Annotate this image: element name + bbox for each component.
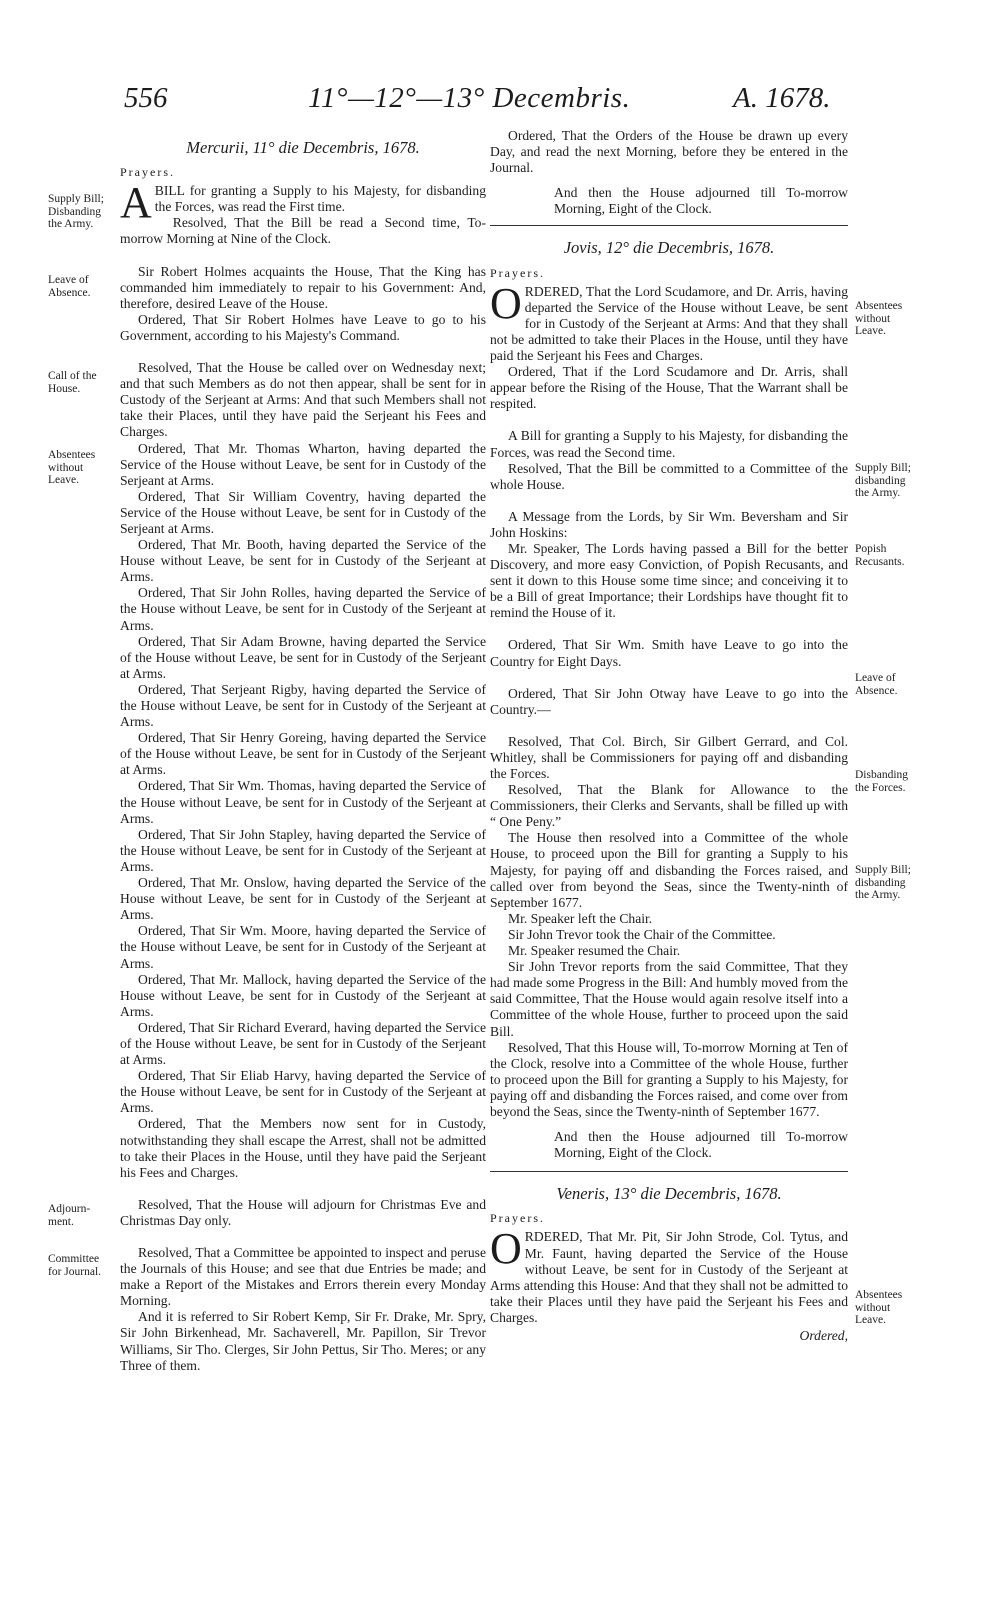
margin-note — [48, 370, 118, 395]
prayers-label: Prayers. — [490, 1211, 545, 1226]
margin-note-line: the Army. — [855, 889, 901, 901]
journal-entry: Resolved, That the Bill be committed to a Committee of the whole House. — [490, 460, 848, 492]
journal-entry: Ordered, That Sir John Rolles, having departed the Service of the House without Leave, be sent for in Custody of the Serjeant at Arms. — [120, 585, 486, 633]
day-heading-friday: Veneris, 13° die Decembris, 1678. — [556, 1184, 782, 1204]
journal-entry: Ordered, That Sir Wm. Moore, having departed the Service of the House without Leave, be sent for in Custody of the Serjeant at Arms. — [120, 923, 486, 971]
margin-note — [855, 300, 935, 338]
margin-note-line: without — [855, 312, 891, 325]
margin-note — [48, 1253, 118, 1278]
journal-entry: Mr. Speaker, The Lords having passed a Bill for the better Discovery, and more easy Conviction, of Popish Recusants, and sent it down to this House some time since; and conceiving it to be a Bill of great Importance; their Lordships have thought fit to remind the House of it. — [490, 540, 848, 621]
journal-entry: A Bill for granting a Supply to his Majesty, for disbanding the Forces, was read the Second time. — [490, 428, 848, 460]
paragraph-gap — [490, 412, 848, 428]
margin-note-line: Absentees — [855, 300, 903, 312]
margin-note-line: Call of the — [48, 370, 97, 382]
journal-entry: Sir Robert Holmes acquaints the House, That the King has commanded him immediately to repair to his Government: And, therefore, desired Leave of the House. — [120, 263, 486, 311]
margin-note — [855, 462, 935, 500]
margin-note-line: House. — [48, 382, 81, 395]
margin-note — [855, 864, 935, 902]
journal-entry: Ordered, That the Members now sent for in Custody, notwithstanding they shall escape the Arrest, shall not be admitted to take their Places in the House, until they have paid the Serjeant his Fees and Charges. — [120, 1116, 486, 1180]
adjournment-line: And then the House adjourned till To-morrow Morning, Eight of the Clock. — [554, 1129, 848, 1161]
margin-note-line: Popish — [855, 543, 887, 555]
journal-entry: Sir John Trevor reports from the said Committee, That they had made some Progress in the Bill: And humbly moved from the said Committee, That the House would again resolve itself into a Committee of the whole House, further to proceed upon the said Bill. — [490, 959, 848, 1039]
paragraph-gap — [490, 670, 848, 686]
prayers-label: Prayers. — [490, 265, 545, 280]
right-column — [490, 128, 848, 1344]
journal-entry: Ordered, That Serjeant Rigby, having departed the Service of the House without Leave, be sent for in Custody of the Serjeant at Arms. — [120, 681, 486, 730]
paragraph-gap — [120, 1229, 486, 1245]
margin-note-line: Leave. — [48, 474, 79, 486]
right-column-top — [490, 128, 848, 217]
journal-entry: A BILL for granting a Supply to his Majesty, for disbanding the Forces, was read the First time. — [120, 178, 486, 228]
journal-entry: Ordered, That Sir Wm. Thomas, having departed the Service of the House without Leave, be sent for in Custody of the Serjeant at Arms. — [120, 778, 486, 826]
journal-entry: And it is referred to Sir Robert Kemp, Sir Fr. Drake, Mr. Spry, Sir John Birkenhead, Mr. Sachaverell, Mr. Papillon, Sir Trevor Williams, Sir Tho. Clerges, Sir John Pettus, Sir Tho. Meres; or any Three of them. — [120, 1309, 486, 1373]
journal-entry: ORDERED, That Mr. Pit, Sir John Strode, Col. Tytus, and Mr. Faunt, having departed the Service of the House without Leave, be sent for in Custody of the Serjeant at Arms attending this House: And that they shall not be admitted to take their Places until they have paid the Serjeant his Fees and Charges. — [490, 1224, 848, 1325]
journal-entry: Ordered, That Sir Wm. Smith have Leave to go into the Country for Eight Days. — [490, 637, 848, 669]
paragraph-gap — [490, 493, 848, 509]
day-heading-thursday: Jovis, 12° die Decembris, 1678. — [563, 238, 775, 258]
journal-entry: Resolved, That a Committee be appointed to inspect and peruse the Journals of this House; and see that due Entries be made; and make a Report of the Mistakes and Errors therein every Monday Morning. — [120, 1245, 486, 1309]
margin-note-line: Leave of — [48, 274, 89, 286]
margin-note-line: Leave of — [855, 672, 896, 684]
paragraph-gap — [490, 621, 848, 637]
margin-note-line: the Army. — [855, 487, 901, 499]
prayers-label: Prayers. — [120, 165, 175, 180]
journal-entry: Ordered, That Sir Adam Browne, having departed the Service of the House without Leave, be sent for in Custody of the Serjeant at Arms. — [120, 633, 486, 681]
margin-note-line: Leave. — [855, 325, 886, 337]
page-number: 556 — [124, 82, 168, 114]
journal-entry: Sir John Trevor took the Chair of the Committee. — [508, 926, 776, 942]
margin-note — [855, 769, 935, 794]
margin-note-line: Absentees — [48, 449, 96, 461]
journal-entry: Ordered, That Sir William Coventry, having departed the Service of the House without Leave, be sent for in Custody of the Serjeant at Arms. — [120, 488, 486, 536]
journal-entry: Resolved, That the House be called over on Wednesday next; and that such Members as do not then appear, shall be sent for in Custody of the Serjeant at Arms: And that such Members shall not take their Places, until they have paid the Serjeant his Fees and Charges. — [120, 360, 486, 440]
journal-entry: Resolved, That the Blank for Allowance to the Commissioners, their Clerks and Servants, shall be filled up with “ One Peny.” — [490, 782, 848, 830]
drop-cap: O — [490, 278, 522, 328]
margin-note — [855, 543, 935, 568]
margin-note-line: without — [48, 461, 84, 474]
margin-note — [855, 672, 935, 697]
margin-note-line: the Army. — [48, 218, 94, 230]
section-rule — [490, 1171, 848, 1172]
journal-entry: Ordered, That Sir Richard Everard, having departed the Service of the House without Leave, be sent for in Custody of the Serjeant at Arms. — [120, 1019, 486, 1068]
journal-entry: Resolved, That this House will, To-morrow Morning at Ten of the Clock, resolve into a Committee of the whole House, further to proceed upon the Bill for granting a Supply to his Majesty, for paying off and disbanding the Forces raised, and come over from beyond the Seas, since the Twenty-ninth of September 1677. — [490, 1039, 848, 1119]
journal-entry: ORDERED, That the Lord Scudamore, and Dr. Arris, having departed the Service of the House without Leave, be sent for in Custody of the Serjeant at Arms: And that they shall not be admitted to take their Places in the House, until they have paid the Serjeant his Fees and Charges. — [490, 278, 848, 364]
journal-entry: Ordered, That if the Lord Scudamore and Dr. Arris, shall appear before the Rising of the House, That the Warrant shall be respited. — [490, 364, 848, 412]
catchword: Ordered, — [799, 1328, 848, 1343]
journal-entry: Ordered, That Mr. Booth, having departed the Service of the House without Leave, be sent for in Custody of the Serjeant at Arms. — [120, 537, 486, 585]
margin-note-line: Committee — [48, 1253, 100, 1265]
journal-entry: Ordered, That Mr. Onslow, having departed the Service of the House without Leave, be sent for in Custody of the Serjeant at Arms. — [120, 875, 486, 923]
margin-note-line: disbanding — [855, 876, 906, 889]
margin-note-line: Absentees — [855, 1289, 903, 1301]
margin-note-line: Leave. — [855, 1314, 886, 1326]
margin-note-line: Supply Bill; — [48, 193, 104, 205]
margin-note-line: for Journal. — [48, 1265, 102, 1278]
journal-entry: Mr. Speaker resumed the Chair. — [508, 943, 681, 959]
page-header — [0, 78, 992, 128]
paragraph-gap — [490, 1120, 848, 1129]
journal-entry: Ordered, That Sir John Otway have Leave to go into the Country.— — [490, 685, 848, 717]
paragraph-gap — [490, 718, 848, 734]
journal-entry: Ordered, That Mr. Thomas Wharton, having departed the Service of the House without Leave, be sent for in Custody of the Serjeant at Arms. — [120, 440, 486, 488]
margin-note-line: ment. — [48, 1215, 74, 1228]
right-column-friday-body — [490, 1224, 848, 1326]
journal-entry: Resolved, That Col. Birch, Sir Gilbert Gerrard, and Col. Whitley, shall be Commissioners for paying off and disbanding the Forces. — [490, 733, 848, 781]
margin-note-line: disbanding — [855, 474, 906, 487]
journal-entry: Ordered, That Mr. Mallock, having departed the Service of the House without Leave, be sent for in Custody of the Serjeant at Arms. — [120, 971, 486, 1019]
margin-note-line: Adjourn- — [48, 1203, 91, 1215]
journal-entry: Ordered, That Sir Robert Holmes have Leave to go to his Government, according to his Majesty's Command. — [120, 311, 486, 343]
margin-note-line: Recusants. — [855, 555, 905, 568]
journal-entry: The House then resolved into a Committee of the whole House, to proceed upon the Bill for granting a Supply to his Majesty, for paying off and disbanding the Forces raised, and called over from beyond the Seas, since the Twenty-ninth of September 1677. — [490, 830, 848, 910]
left-column-body — [120, 178, 486, 1374]
journal-entry: Resolved, That the House will adjourn for Christmas Eve and Christmas Day only. — [120, 1196, 486, 1228]
margin-note-line: Supply Bill; — [855, 462, 911, 474]
margin-note-line: Absence. — [855, 684, 898, 697]
margin-note — [48, 1203, 118, 1228]
margin-note — [48, 449, 118, 487]
drop-cap: A — [120, 178, 152, 228]
running-title: 11°—12°—13° Decembris. — [308, 82, 631, 114]
drop-cap: O — [490, 1224, 522, 1274]
margin-note-line: the Forces. — [855, 781, 906, 794]
running-year: A. 1678. — [733, 82, 831, 114]
paragraph-gap — [120, 248, 486, 264]
margin-note — [48, 274, 118, 299]
journal-entry: Ordered, That the Orders of the House be drawn up every Day, and read the next Morning, before they be entered in the Journal. — [490, 128, 848, 176]
journal-entry: Ordered, That Sir John Stapley, having departed the Service of the House without Leave, be sent for in Custody of the Serjeant at Arms. — [120, 826, 486, 874]
paragraph-gap — [120, 344, 486, 360]
journal-entry: Mr. Speaker left the Chair. — [508, 910, 653, 926]
day-heading-wednesday: Mercurii, 11° die Decembris, 1678. — [186, 138, 420, 157]
right-column-thursday-body — [490, 278, 848, 1162]
adjournment-line: And then the House adjourned till To-morrow Morning, Eight of the Clock. — [554, 185, 848, 217]
margin-note-line: Disbanding — [855, 769, 909, 781]
margin-note — [855, 1289, 935, 1327]
margin-note-line: Disbanding — [48, 205, 102, 218]
journal-entry: Resolved, That the Bill be read a Second time, To-morrow Morning at Nine of the Clock. — [120, 215, 486, 247]
margin-note — [48, 193, 118, 231]
paragraph-gap — [120, 1181, 486, 1197]
margin-note-line: without — [855, 1301, 891, 1314]
margin-note-line: Supply Bill; — [855, 864, 911, 876]
section-rule — [490, 225, 848, 226]
journal-entry: Ordered, That Sir Eliab Harvy, having departed the Service of the House without Leave, be sent for in Custody of the Serjeant at Arms. — [120, 1068, 486, 1116]
journal-entry: Ordered, That Sir Henry Goreing, having departed the Service of the House without Leave, be sent for in Custody of the Serjeant at Arms. — [120, 730, 486, 778]
left-column — [120, 140, 486, 1374]
journal-entry: A Message from the Lords, by Sir Wm. Beversham and Sir John Hoskins: — [490, 508, 848, 540]
paragraph-gap — [490, 176, 848, 185]
margin-note-line: Absence. — [48, 286, 91, 299]
